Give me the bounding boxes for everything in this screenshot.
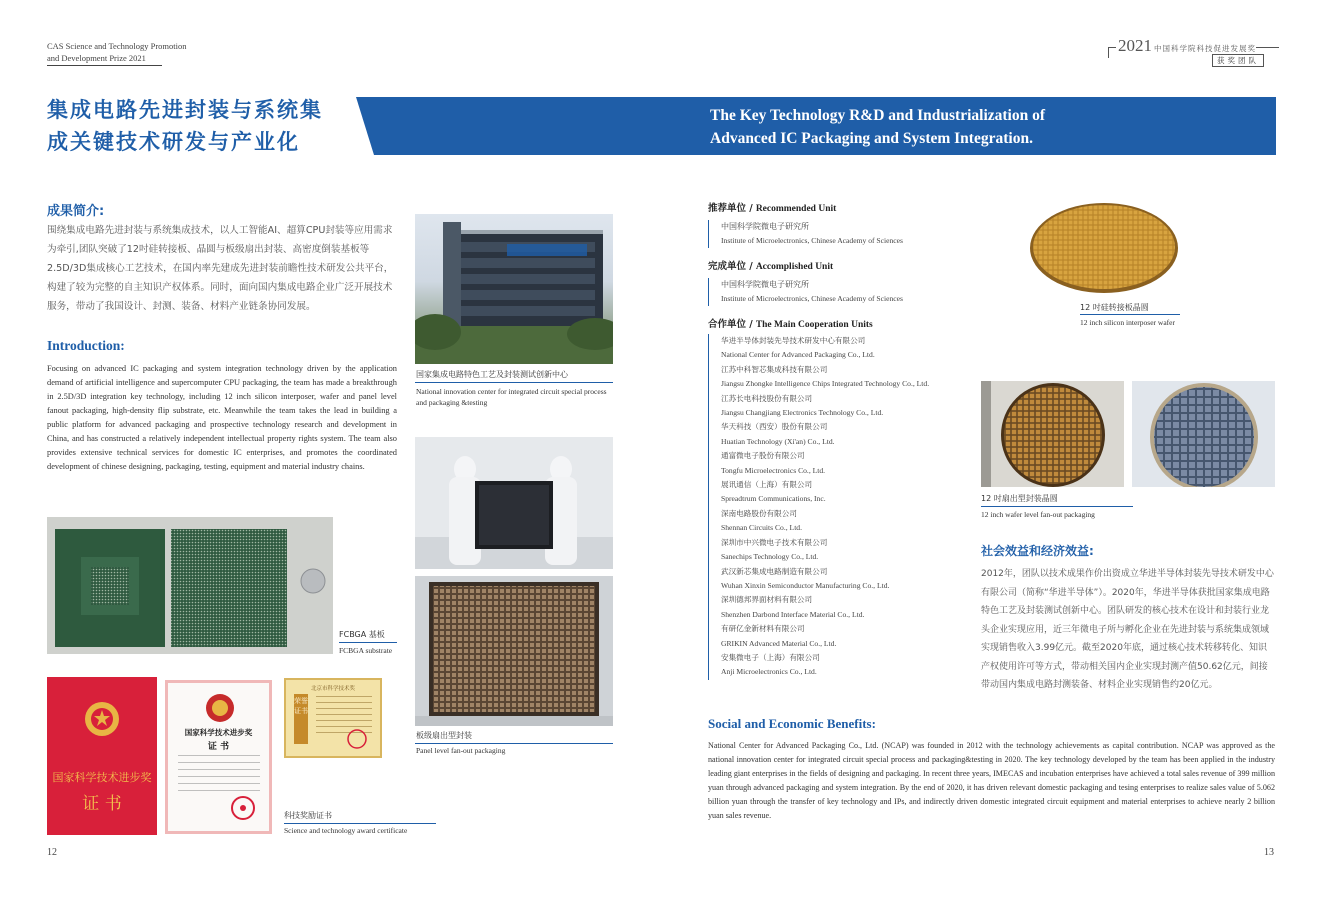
red-certificate — [47, 677, 157, 835]
cooperation-item: 通富微电子股份有限公司 — [721, 451, 805, 461]
cooperation-item: Shennan Circuits Co., Ltd. — [721, 523, 802, 533]
building-caption-en: National innovation center for integrated circuit special process and packaging &testing — [416, 387, 607, 407]
recommended-label-en: Recommended Unit — [755, 204, 837, 214]
accomplished-zh: 中国科学院微电子研究所 — [721, 280, 809, 289]
header-year: 2021 — [1118, 36, 1152, 55]
cooperation-item: 安集微电子（上海）有限公司 — [721, 652, 820, 662]
cooperation-item: Anji Microelectronics Co., Ltd. — [721, 667, 817, 677]
cooperation-label-zh: 合作单位 / — [708, 319, 753, 330]
fanout-caption-zh: 12 吋扇出型封装晶圆 — [981, 494, 1058, 503]
page-number-left: 12 — [47, 847, 57, 858]
gold-certificate — [284, 678, 382, 758]
white-cert-sub: 证 书 — [207, 742, 230, 752]
header-right-sub: 获奖团队 — [1212, 54, 1264, 67]
emblem-icon — [82, 699, 122, 739]
title-en-line2: Advanced IC Packaging and System Integration. — [710, 130, 1033, 147]
cooperation-item: Sanechips Technology Co., Ltd. — [721, 552, 819, 562]
header-left-rule — [47, 65, 162, 66]
accomplished-en: Institute of Microelectronics, Chinese Academy of Sciences — [721, 294, 903, 303]
accomplished-unit — [708, 258, 903, 306]
recommended-unit — [708, 200, 903, 248]
title-zh — [47, 94, 323, 158]
panel-caption-rule — [415, 743, 613, 744]
cert-caption-rule — [284, 823, 436, 824]
red-seal-icon — [230, 795, 256, 821]
fcbga-caption-rule — [339, 642, 397, 643]
page-number-right: 13 — [1264, 847, 1274, 858]
summary-text: 围绕集成电路先进封装与系统集成技术，以人工智能AI、超算CPU封装等应用需求为牵引,团队突破了12吋硅转接板、晶圆与板级扇出封装、高密度倒装基板等2.5D/3D集成核心工艺技术，在国内率先建成先进封装前瞻性技术研发公共平台，构建了较为完整的自主知识产权体系。同时，面向国内集成电路企业广泛开展技术服务，带动了我国设计、封测、装备、材料产业链条协同发展。 — [47, 225, 394, 312]
cooperation-item: 深圳市中兴微电子技术有限公司 — [721, 537, 828, 547]
fcbga-caption-en: FCBGA substrate — [339, 646, 393, 655]
cooperation-item: 深圳德邦界面材料有限公司 — [721, 595, 813, 605]
cooperation-units — [708, 316, 929, 680]
recommended-en: Institute of Microelectronics, Chinese Academy of Sciences — [721, 236, 903, 245]
fanout-wafer-photo-2 — [1132, 381, 1275, 487]
cooperation-item: Jiangsu Changjiang Electronics Technology Co., Ltd. — [721, 408, 884, 418]
cooperation-item: 华进半导体封装先导技术研发中心有限公司 — [721, 336, 866, 345]
fanout-caption-rule — [981, 506, 1133, 507]
cooperation-item: 华天科技（西安）股份有限公司 — [721, 422, 828, 432]
panel-caption-zh: 板级扇出型封装 — [416, 731, 472, 740]
title-en-line1: The Key Technology R&D and Industrialization of — [710, 107, 1046, 124]
white-cert-lines — [178, 755, 260, 791]
white-cert-title: 国家科学技术进步奖 — [184, 728, 253, 737]
interposer-wafer-photo — [1028, 200, 1180, 296]
fanout-caption-en: 12 inch wafer level fan-out packaging — [981, 510, 1095, 519]
cooperation-label-en: The Main Cooperation Units — [755, 320, 873, 330]
interposer-caption-zh: 12 吋硅转接板晶圆 — [1080, 303, 1149, 312]
gold-cert-header: 北京市科学技术奖 — [310, 686, 355, 692]
red-cert-sub: 证 书 — [82, 794, 122, 814]
cooperation-item: Tongfu Microelectronics Co., Ltd. — [721, 465, 826, 475]
title-zh-line1: 集成电路先进封装与系统集 — [47, 98, 323, 122]
cooperation-item: 江苏中科智芯集成科技有限公司 — [721, 364, 828, 374]
cert-caption-en: Science and technology award certificate — [284, 826, 408, 835]
interposer-caption-en: 12 inch silicon interposer wafer — [1080, 318, 1175, 327]
cooperation-item: Huatian Technology (Xi'an) Co., Ltd. — [721, 436, 835, 446]
benefits-en-heading: Social and Economic Benefits: — [708, 716, 876, 731]
panel-caption-en: Panel level fan-out packaging — [416, 746, 506, 755]
header-left — [47, 40, 186, 64]
header-left-line2: and Development Prize 2021 — [47, 53, 146, 63]
building-caption-zh: 国家集成电路特色工艺及封装测试创新中心 — [416, 370, 568, 379]
benefits-zh-heading: 社会效益和经济效益: — [981, 544, 1094, 558]
introduction-heading: Introduction: — [47, 338, 125, 353]
cooperation-item: 武汉新芯集成电路制造有限公司 — [721, 566, 828, 576]
cooperation-item: GRIKIN Advanced Material Co., Ltd. — [721, 638, 837, 648]
red-cert-title: 国家科学技术进步奖 — [52, 771, 152, 784]
cooperation-item: Wuhan Xinxin Semiconductor Manufacturing Co., Ltd. — [721, 580, 890, 590]
recommended-zh: 中国科学院微电子研究所 — [721, 222, 809, 231]
white-certificate — [165, 680, 272, 834]
cooperation-item: 有研亿金新材料有限公司 — [721, 624, 805, 634]
gold-cert-title: 荣誉证书 — [294, 697, 308, 715]
cooperation-item: Jiangsu Zhongke Intelligence Chips Integrated Technology Co., Ltd. — [721, 379, 930, 389]
cleanroom-photo — [415, 437, 613, 569]
fcbga-caption-zh: FCBGA 基板 — [339, 630, 385, 639]
fanout-wafer-photo-1 — [981, 381, 1124, 487]
panel-photo — [415, 576, 613, 726]
title-en — [710, 104, 1045, 150]
white-emblem-icon — [203, 691, 237, 725]
cooperation-item: Shenzhen Darbond Interface Material Co., Ltd. — [721, 609, 865, 619]
introduction-text: Focusing on advanced IC packaging and system integration technology driven by the application demand of artificial intelligence and supercomputer CPU packaging, the team has made a breakthrough in 2.5D/3D integration key technology, including 12 inch silicon interposer, wafer and panel level fanout packaging, high-density flip substrate, etc. Meanwhile the team takes the lead in building a public platform for advanced packaging and prospective technology research and development in China, and has constructed a relatively independent intellectual property rights system. The team also provides extensive technical services for domestic IC enterprises, and promotes the coordinated development of chinese designing, packaging, testing, equipment and material industry chains. — [47, 364, 397, 471]
header-left-line1: CAS Science and Technology Promotion — [47, 41, 187, 51]
benefits-en-text: National Center for Advanced Packaging Co., Ltd. (NCAP) was founded in 2012 with the technology achievements as capital contribution. NCAP was approved as the national innovation center for integrated circuit special process and packaging&testing in 2020. The key technology developed by the team has been applied in the industry leading giant enterprises in the fields of designing and packaging. In recent three years, IMECAS and incubation enterprises have achieved a total sales revenue of 399 million yuan through advanced packaging and system integration. By the end of 2020, it has driven relevant domestic packaging and tesing enterprises to realize sales value of 5.062 billion yuan through the transfer of key technology and IPs, and indirectly driven domestic integrated circuit equipment and material enterprises to achieve nearly 2 billion yuan sales revenue. — [708, 741, 1275, 820]
header-right-title: 中国科学院科技促进发展奖 — [1154, 44, 1256, 53]
cooperation-item: 江苏长电科技股份有限公司 — [721, 393, 813, 403]
title-zh-line2: 成关键技术研发与产业化 — [47, 130, 300, 154]
building-photo — [415, 214, 613, 364]
summary-heading: 成果简介: — [47, 204, 105, 219]
cooperation-item: National Center for Advanced Packaging Co., Ltd. — [721, 350, 875, 360]
accomplished-label-en: Accomplished Unit — [755, 262, 834, 272]
interposer-caption-rule — [1080, 314, 1180, 315]
cert-caption-zh: 科技奖励证书 — [284, 811, 332, 820]
header-right — [1108, 38, 1278, 66]
cooperation-item: Spreadtrum Communications, Inc. — [721, 494, 826, 504]
building-caption-rule — [415, 382, 613, 383]
fcbga-photo — [47, 517, 333, 654]
accomplished-label-zh: 完成单位 / — [708, 261, 753, 272]
benefits-zh-text: 2012年，团队以技术成果作价出资成立华进半导体封装先导技术研发中心有限公司（简称“华进半导体”）。2020年，华进半导体获批国家集成电路特色工艺及封装测试创新中心。团队研发的核心技术在设计和封装行业龙头企业实现应用，近三年微电子所与孵化企业在先进封装与系统集成领域实现销售收入3.99亿元。截至2020年底，通过核心技术转移转化、知识产权使用许可等方式，带动相关国内企业实现封测产值50.62亿元，间接带动国内集成电路封测装备、材料企业实现销售约20亿元。 — [981, 569, 1274, 690]
recommended-label-zh: 推荐单位 / — [708, 203, 753, 214]
cooperation-item: 展讯通信（上海）有限公司 — [721, 480, 813, 490]
gold-seal-icon — [346, 728, 368, 750]
cooperation-list — [708, 334, 929, 680]
cooperation-item: 深南电路股份有限公司 — [721, 508, 797, 518]
